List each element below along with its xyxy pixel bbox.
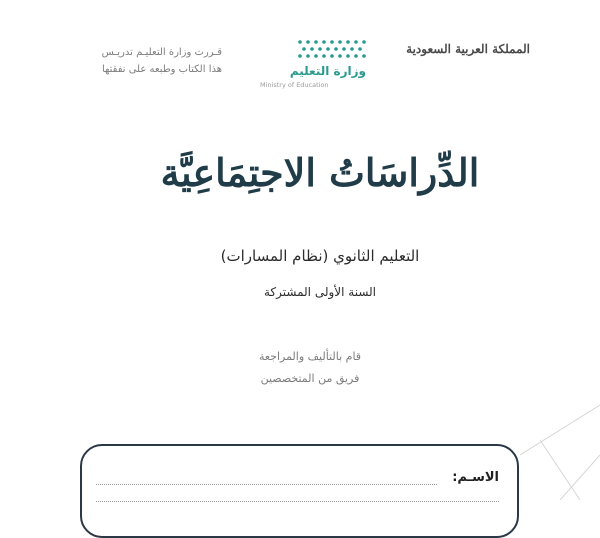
school-year: السنة الأولى المشتركة — [263, 285, 377, 299]
student-info-box — [80, 444, 519, 538]
book-title: الدِّراسَاتُ الاجتِمَاعِيَّة — [160, 150, 480, 195]
name-field-line[interactable] — [96, 484, 437, 485]
ministry-logo-arabic-name: وزارة التعليم — [289, 64, 366, 78]
ministry-decree-note — [62, 44, 222, 78]
authors-label: قام بالتأليف والمراجعة — [258, 350, 362, 363]
ministry-logo-dots-icon — [294, 36, 370, 62]
decorative-lines-icon — [520, 400, 600, 500]
name-field-label: الاسـم: — [452, 470, 499, 485]
authors-text: فريق من المتخصصين — [260, 372, 360, 385]
second-field-line[interactable] — [96, 501, 499, 502]
ministry-logo-english-name: Ministry of Education — [260, 81, 329, 89]
ministry-note-line-1: قـررت وزارة التعليـم تدريـس — [101, 47, 222, 58]
education-level: التعليم الثانوي (نظام المسارات) — [220, 247, 420, 265]
ministry-of-education-logo — [258, 36, 370, 92]
kingdom-name-calligraphy: المملكة العربية السعودية — [406, 42, 530, 56]
ministry-note-line-2: هذا الكتاب وطبعه على نفقتها — [101, 64, 222, 75]
